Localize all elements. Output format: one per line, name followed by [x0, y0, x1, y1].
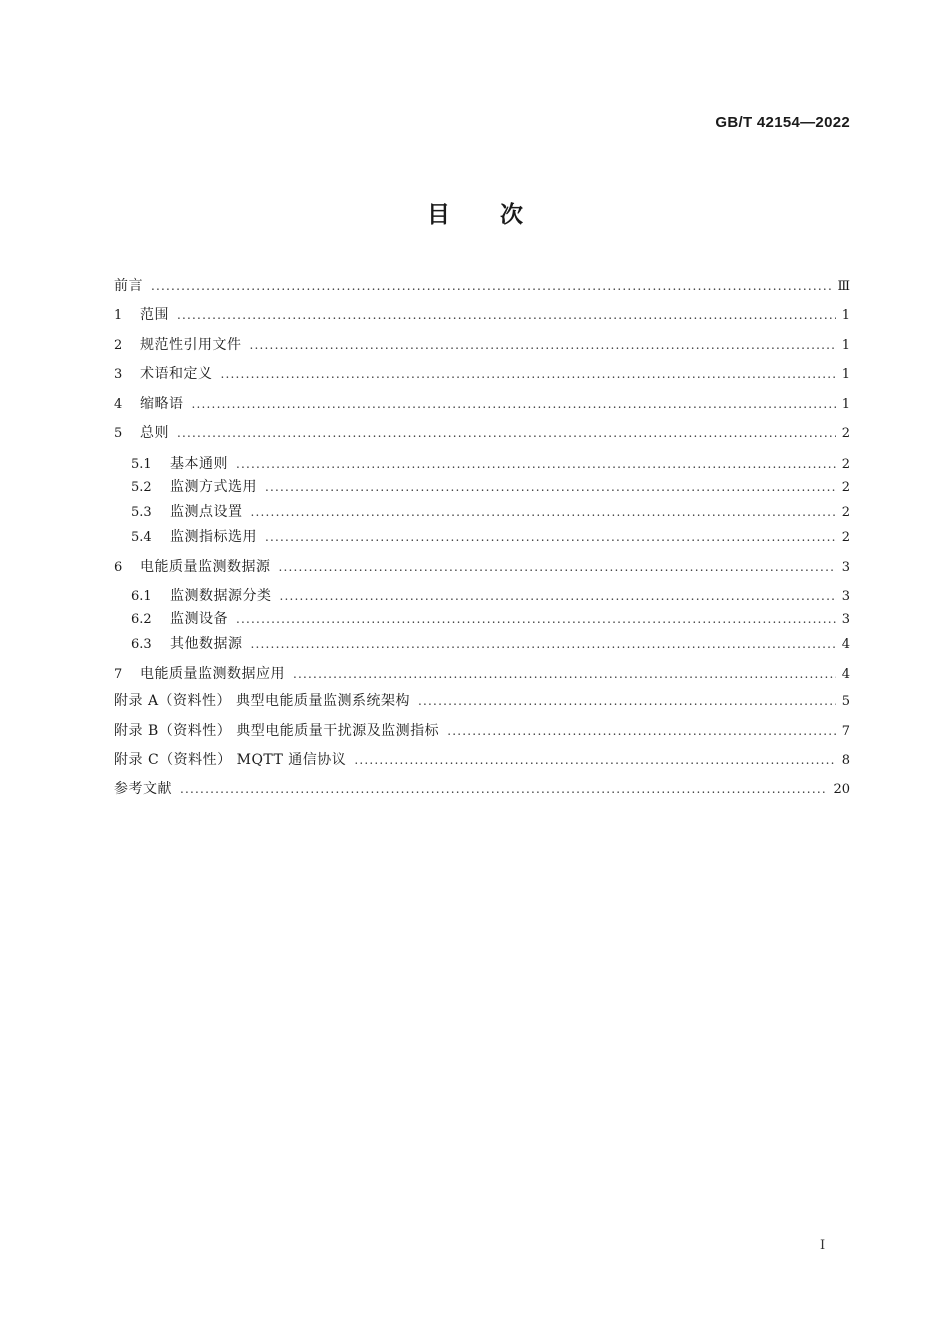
- page-number: Ⅰ: [820, 1238, 826, 1253]
- toc-label: 附录 B（资料性） 典型电能质量干扰源及监测指标: [114, 722, 440, 739]
- toc-leader-dots: [180, 775, 827, 804]
- toc-leader-dots: [279, 550, 836, 584]
- toc-label: 其他数据源: [170, 636, 243, 653]
- toc-entry-7[interactable]: [114, 657, 850, 687]
- toc-label: 术语和定义: [140, 366, 213, 383]
- toc-entry-5-3[interactable]: [114, 500, 850, 525]
- toc-page-number: 4: [841, 637, 850, 653]
- toc-page-number: 2: [841, 530, 850, 546]
- toc-leader-dots: [221, 360, 836, 389]
- toc-entry-appendix-c[interactable]: [114, 746, 850, 775]
- toc-label: 参考文献: [114, 781, 172, 798]
- toc-page-number: 1: [841, 308, 850, 324]
- toc-entry-4[interactable]: [114, 390, 850, 419]
- toc-number: 5.1: [131, 457, 152, 473]
- toc-entry-5-1[interactable]: [114, 448, 850, 475]
- toc-leader-dots: [177, 419, 836, 448]
- toc-page-number: 20: [833, 782, 850, 798]
- toc-entry-6-3[interactable]: [114, 632, 850, 657]
- toc-page-number: Ⅲ: [837, 279, 850, 294]
- toc-number: 6.2: [131, 611, 152, 627]
- toc-page-number: 2: [841, 457, 850, 473]
- toc-number: 6.1: [131, 589, 152, 605]
- page-title: 目次: [427, 202, 573, 228]
- toc-label: 附录 A（资料性） 典型电能质量监测系统架构: [114, 693, 411, 710]
- toc-leader-dots: [265, 525, 836, 550]
- toc-page-number: 5: [841, 694, 850, 710]
- toc-label: 附录 C（资料性） MQTT 通信协议: [114, 752, 347, 769]
- toc-page-number: 8: [841, 753, 850, 769]
- toc-label: 规范性引用文件: [140, 336, 242, 353]
- toc-label: 监测设备: [170, 610, 228, 627]
- toc-page-number: 2: [841, 505, 850, 521]
- toc-number: 5.3: [131, 505, 152, 521]
- standard-code: GB/T 42154—2022: [715, 114, 850, 131]
- toc-entry-foreword[interactable]: [114, 272, 850, 301]
- toc-entry-3[interactable]: [114, 360, 850, 389]
- toc-entry-6[interactable]: [114, 550, 850, 580]
- toc-number: 5.4: [131, 530, 152, 546]
- toc-leader-dots: [250, 331, 836, 360]
- toc-leader-dots: [265, 475, 836, 500]
- toc-page-number: 3: [841, 560, 850, 576]
- toc-page-number: 1: [841, 337, 850, 353]
- table-of-contents: [114, 272, 850, 805]
- toc-label: 电能质量监测数据源: [140, 559, 271, 576]
- toc-leader-dots: [354, 746, 835, 775]
- toc-page-number: 3: [841, 611, 850, 627]
- toc-page-number: 1: [841, 396, 850, 412]
- toc-leader-dots: [251, 632, 836, 657]
- toc-label: 监测方式选用: [170, 478, 257, 495]
- toc-entry-6-1[interactable]: [114, 580, 850, 607]
- toc-leader-dots: [192, 390, 836, 419]
- toc-entry-5-4[interactable]: [114, 525, 850, 550]
- toc-page-number: 4: [841, 667, 850, 683]
- toc-page-number: 1: [841, 367, 850, 383]
- toc-page-number: 3: [841, 589, 850, 605]
- toc-entry-appendix-b[interactable]: [114, 717, 850, 746]
- toc-entry-5[interactable]: [114, 419, 850, 448]
- toc-leader-dots: [151, 272, 831, 301]
- toc-entry-2[interactable]: [114, 331, 850, 360]
- toc-label: 监测指标选用: [170, 529, 257, 546]
- toc-label: 监测数据源分类: [170, 588, 272, 605]
- toc-number: 5: [114, 425, 123, 441]
- toc-leader-dots: [418, 687, 836, 716]
- toc-leader-dots: [447, 717, 836, 746]
- toc-label: 监测点设置: [170, 504, 243, 521]
- toc-leader-dots: [177, 301, 836, 330]
- toc-page-number: 2: [841, 425, 850, 441]
- toc-entry-bibliography[interactable]: [114, 775, 850, 804]
- toc-page-number: 7: [841, 723, 850, 739]
- toc-number: 7: [114, 667, 123, 683]
- toc-label: 总则: [140, 424, 169, 441]
- toc-leader-dots: [293, 657, 836, 691]
- toc-page-number: 2: [841, 479, 850, 495]
- toc-label: 前言: [114, 278, 143, 294]
- toc-number: 6.3: [131, 637, 152, 653]
- toc-number: 6: [114, 560, 123, 576]
- toc-number: 2: [114, 337, 123, 353]
- toc-number: 1: [114, 308, 123, 324]
- toc-label: 电能质量监测数据应用: [140, 666, 285, 683]
- toc-leader-dots: [236, 607, 836, 632]
- toc-label: 基本通则: [170, 456, 228, 473]
- toc-label: 范围: [140, 307, 169, 324]
- toc-label: 缩略语: [140, 395, 184, 412]
- toc-entry-5-2[interactable]: [114, 475, 850, 500]
- toc-number: 5.2: [131, 479, 152, 495]
- toc-leader-dots: [251, 500, 836, 525]
- toc-entry-appendix-a[interactable]: [114, 687, 850, 716]
- toc-number: 4: [114, 396, 123, 412]
- toc-entry-6-2[interactable]: [114, 607, 850, 632]
- toc-entry-1[interactable]: [114, 301, 850, 330]
- toc-number: 3: [114, 367, 123, 383]
